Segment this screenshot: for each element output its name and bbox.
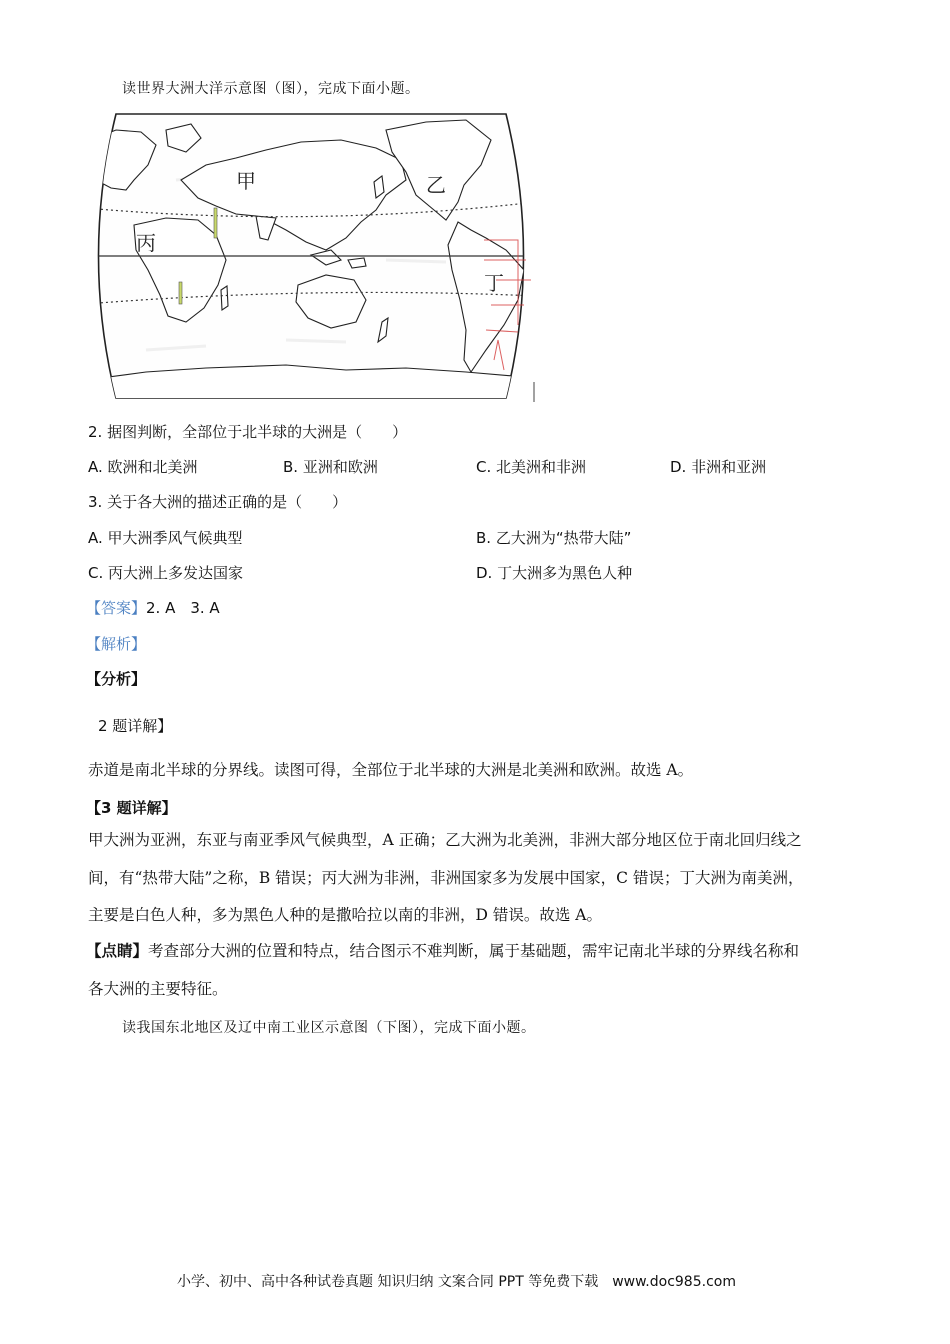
answer-text: 2. A 3. A — [146, 599, 220, 617]
q3-option-b: B. 乙大洲为“热带大陆” — [476, 529, 632, 547]
dianjing-line-2: 各大洲的主要特征。 — [88, 980, 228, 998]
q3-option-d: D. 丁大洲多为黑色人种 — [476, 564, 633, 582]
detail-3-line-3: 主要是白色人种，多为黑色人种的是撒哈拉以南的非洲，D 错误。故选 A。 — [88, 906, 602, 924]
detail-2-title: 2 题详解】 — [98, 717, 173, 735]
dianjing-line-1 — [86, 943, 799, 960]
q3-option-a: A. 甲大洲季风气候典型 — [88, 529, 243, 547]
page-footer: 小学、初中、高中各种试卷真题 知识归纳 文案合同 PPT 等免费下载 www.doc985.com — [177, 1274, 736, 1290]
detail-3-line-2: 间，有“热带大陆”之称，B 错误；丙大洲为非洲，非洲国家多为发展中国家，C 错误；丁大洲为南美洲， — [88, 869, 804, 887]
answer-line — [86, 597, 220, 618]
q2-option-a: A. 欧洲和北美洲 — [88, 458, 198, 476]
detail-3-title: 【3 题详解】 — [86, 799, 177, 817]
map-highlight-mark — [179, 282, 182, 304]
madagascar-island — [221, 286, 228, 310]
map-highlight-mark — [214, 208, 217, 238]
question-2-stem: 2. 据图判断，全部位于北半球的大洲是（ ） — [88, 423, 408, 441]
analysis-tag: 【解析】 — [86, 635, 147, 653]
dianjing-tag: 【点睛】 — [86, 941, 149, 960]
label-jia: 甲 — [236, 169, 256, 193]
intro-text-2: 读我国东北地区及辽中南工业区示意图（下图），完成下面小题。 — [122, 1020, 536, 1036]
answer-tag: 【答案】 — [86, 599, 147, 617]
q2-option-b: B. 亚洲和欧洲 — [283, 458, 378, 476]
intro-text: 读世界大洲大洋示意图（图），完成下面小题。 — [122, 81, 420, 97]
dianjing-text-1: 考查部分大洲的位置和特点，结合图示不难判断，属于基础题，需牢记南北半球的分界线名称和 — [148, 942, 800, 960]
label-yi: 乙 — [426, 173, 446, 197]
label-ding: 丁 — [484, 271, 504, 295]
q3-option-c: C. 丙大洲上多发达国家 — [88, 564, 244, 582]
q2-option-c: C. 北美洲和非洲 — [476, 458, 587, 476]
detail-3-line-1: 甲大洲为亚洲，东亚与南亚季风气候典型，A 正确；乙大洲为北美洲，非洲大部分地区位于南北回归线之 — [88, 831, 802, 849]
world-map-figure — [86, 110, 536, 402]
fenxi-tag: 【分析】 — [86, 670, 147, 688]
label-bing: 丙 — [136, 231, 156, 255]
q2-option-d: D. 非洲和亚洲 — [670, 458, 767, 476]
question-3-stem: 3. 关于各大洲的描述正确的是（ ） — [88, 493, 348, 511]
detail-2-body: 赤道是南北半球的分界线。读图可得，全部位于北半球的大洲是北美洲和欧洲。故选 A。 — [88, 761, 694, 779]
